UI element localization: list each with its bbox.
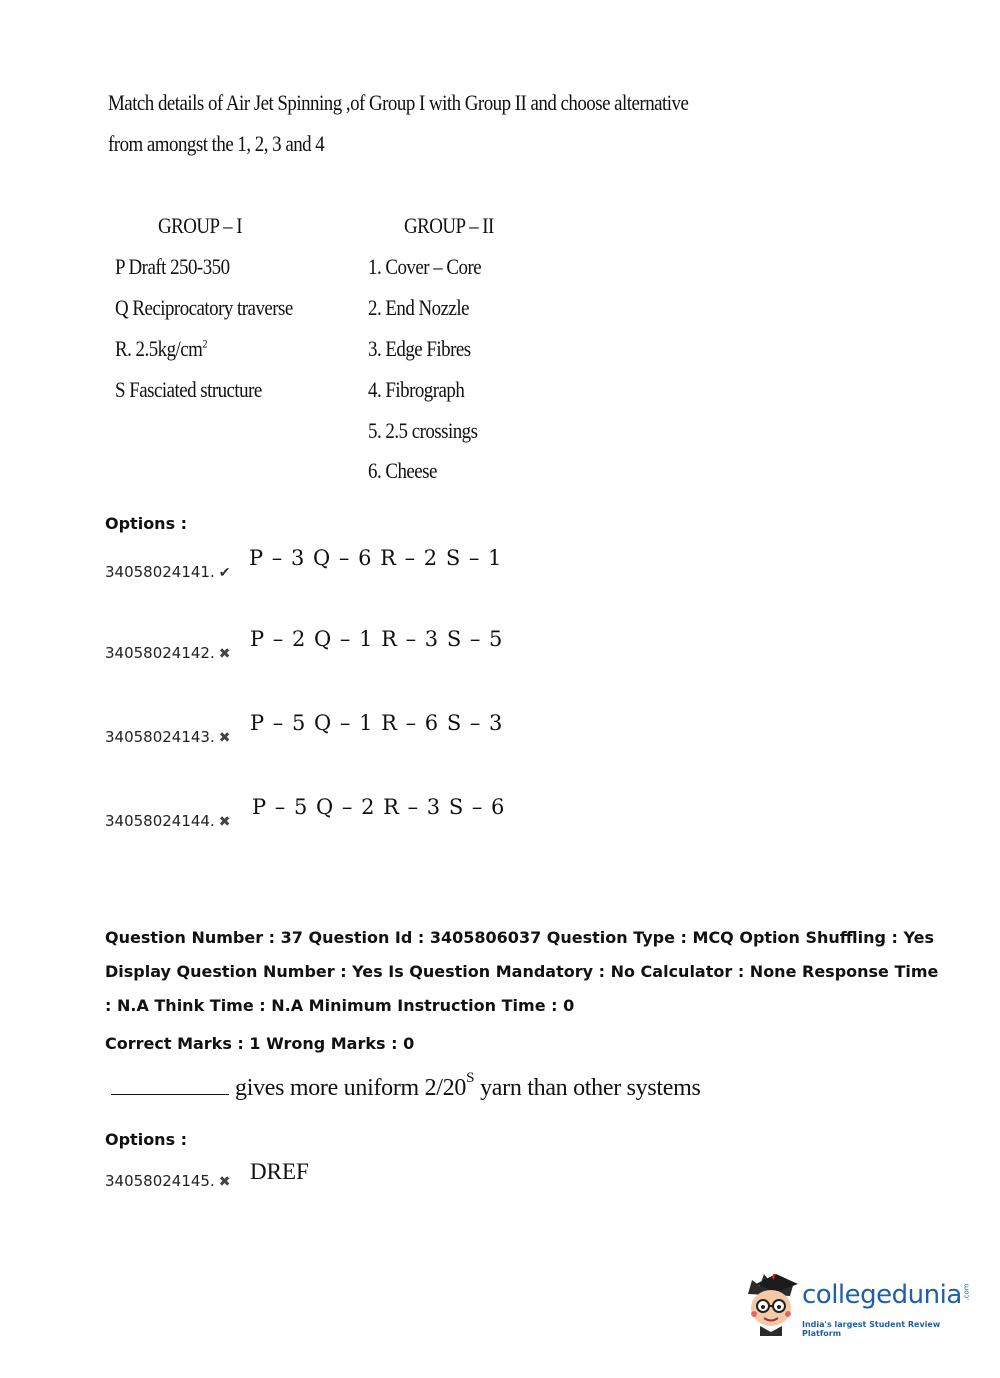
group1-item-p: P Draft 250-350	[115, 254, 230, 279]
group2-item-1: 1. Cover – Core	[368, 254, 482, 279]
option-text: P – 5 Q – 1 R – 6 S – 3	[250, 711, 504, 735]
question-stem-line2: from amongst the 1, 2, 3 and 4	[108, 131, 325, 156]
group1-item-s: S Fasciated structure	[115, 377, 262, 402]
option-row[interactable]	[105, 711, 504, 746]
options-label: Options :	[105, 514, 188, 533]
wrong-cross-icon: ✖	[218, 731, 231, 746]
group2-header: GROUP – II	[404, 213, 494, 238]
group1-item-q: Q Reciprocatory traverse	[115, 295, 293, 320]
wrong-cross-icon: ✖	[218, 647, 231, 662]
question-stem-line1: Match details of Air Jet Spinning ,of Group I with Group II and choose alternative	[108, 90, 689, 115]
fill-blank	[111, 1068, 229, 1095]
option-id: 34058024142.	[105, 644, 215, 662]
group2-item-5: 5. 2.5 crossings	[368, 418, 478, 443]
mascot-icon	[742, 1272, 800, 1336]
question-meta-line1: Question Number : 37 Question Id : 3405806037 Question Type : MCQ Option Shuffling : Yes	[105, 928, 935, 947]
group2-item-3: 3. Edge Fibres	[368, 336, 471, 361]
group2-item-2: 2. End Nozzle	[368, 295, 469, 320]
question-meta-line2: Display Question Number : Yes Is Question Mandatory : No Calculator : None Response Time	[105, 962, 939, 981]
option-row[interactable]	[105, 1159, 309, 1190]
group2-item-6: 6. Cheese	[368, 458, 437, 483]
options-label: Options :	[105, 1130, 188, 1149]
collegedunia-logo	[742, 1272, 972, 1342]
option-row[interactable]	[105, 627, 504, 662]
option-row[interactable]	[105, 795, 506, 830]
option-row[interactable]	[105, 546, 503, 581]
wrong-cross-icon: ✖	[218, 1175, 231, 1190]
question2-stem: gives more uniform $2/20^S$ yarn than other systems	[111, 1068, 701, 1102]
group1-header: GROUP – I	[158, 213, 243, 238]
option-id: 34058024144.	[105, 812, 215, 830]
logo-wordmark: collegedunia	[802, 1280, 962, 1310]
option-id: 34058024141.	[105, 563, 215, 581]
correct-check-icon: ✔	[218, 566, 231, 581]
option-text: P – 5 Q – 2 R – 3 S – 6	[252, 795, 506, 819]
wrong-cross-icon: ✖	[218, 815, 231, 830]
option-text: P – 2 Q – 1 R – 3 S – 5	[250, 627, 504, 651]
question-meta-line3: : N.A Think Time : N.A Minimum Instruction Time : 0	[105, 996, 575, 1015]
option-text: P – 3 Q – 6 R – 2 S – 1	[249, 546, 503, 570]
option-text: DREF	[250, 1159, 309, 1184]
logo-tagline: India's largest Student Review Platform	[802, 1320, 941, 1338]
option-id: 34058024145.	[105, 1172, 215, 1190]
logo-suffix: .com	[962, 1283, 971, 1301]
marks-line: Correct Marks : 1 Wrong Marks : 0	[105, 1034, 415, 1053]
group1-item-r: R. $2.5kg/cm^2$	[115, 336, 208, 361]
option-id: 34058024143.	[105, 728, 215, 746]
group2-item-4: 4. Fibrograph	[368, 377, 465, 402]
